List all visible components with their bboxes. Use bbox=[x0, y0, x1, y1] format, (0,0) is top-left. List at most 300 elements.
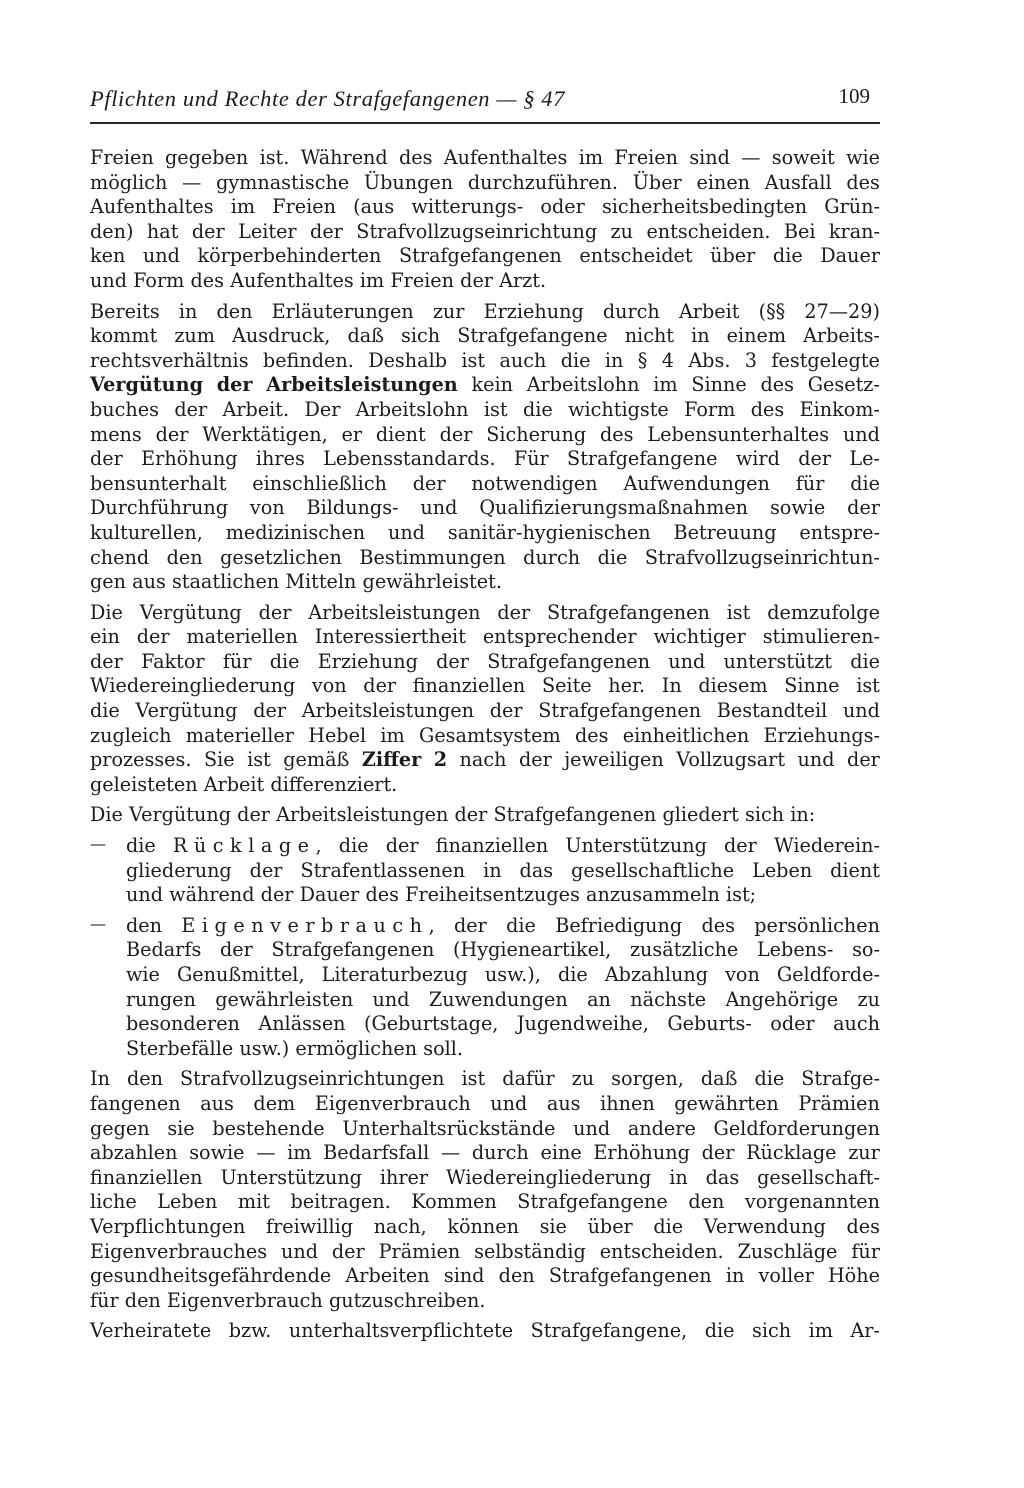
word: Strafgefangenen bbox=[548, 1264, 712, 1288]
word: des bbox=[701, 913, 735, 937]
word: anzusammeln bbox=[586, 883, 720, 907]
word: des bbox=[399, 146, 433, 169]
word: die bbox=[653, 1214, 684, 1238]
word: Wiedereingliederung bbox=[90, 674, 296, 698]
word: ein bbox=[90, 625, 120, 649]
word: der bbox=[798, 447, 831, 471]
word: die bbox=[522, 397, 553, 421]
word: selbständig bbox=[474, 1239, 586, 1263]
word: (Hygieneartikel, bbox=[453, 938, 612, 962]
word: so- bbox=[852, 938, 880, 962]
word: ermöglichen bbox=[295, 1036, 418, 1060]
word: ihrer bbox=[379, 1165, 429, 1189]
paragraph bbox=[90, 601, 880, 798]
word: oder bbox=[770, 1012, 815, 1036]
word: der bbox=[136, 625, 170, 649]
word: nach, bbox=[373, 1214, 427, 1238]
word: die bbox=[90, 699, 120, 723]
word: den bbox=[688, 1190, 725, 1214]
word: Sterbefälle bbox=[126, 1036, 234, 1060]
word: entscheidet bbox=[579, 244, 693, 268]
word: Vollzugsart bbox=[676, 748, 786, 772]
word: Aufwendungen bbox=[623, 471, 770, 495]
word: Strafvollzugseinrichtung bbox=[356, 219, 598, 243]
word: voller bbox=[758, 1264, 814, 1288]
word: der bbox=[363, 674, 397, 698]
word: festgelegte bbox=[771, 348, 880, 372]
word: sind bbox=[443, 1264, 485, 1288]
word: abzahlen bbox=[90, 1141, 178, 1165]
word: sind bbox=[689, 146, 730, 169]
text-line bbox=[90, 803, 880, 828]
word: und bbox=[668, 649, 706, 673]
word: Rücklage, bbox=[172, 834, 322, 858]
word: an bbox=[587, 987, 611, 1011]
word: Leben bbox=[752, 858, 813, 882]
word: Faktor bbox=[141, 649, 205, 673]
word: gen bbox=[90, 570, 126, 594]
word: Dauer bbox=[299, 883, 360, 907]
text-line bbox=[90, 748, 880, 773]
word: ist bbox=[856, 674, 880, 698]
word: Arbeitslohn bbox=[526, 373, 640, 397]
word: Strafgefangene, bbox=[530, 1319, 688, 1343]
word: nach bbox=[459, 748, 507, 772]
word: körperbehinderten bbox=[197, 244, 382, 268]
word: nächste bbox=[630, 987, 707, 1011]
word: des bbox=[574, 723, 609, 747]
text-line bbox=[90, 244, 880, 269]
list-dash: — bbox=[90, 834, 106, 854]
word: durch bbox=[523, 545, 581, 569]
text-line bbox=[126, 834, 880, 859]
word: Eigenverbrauch bbox=[166, 1288, 323, 1312]
text-line bbox=[90, 300, 880, 325]
word: Strafgefangene bbox=[517, 1190, 668, 1214]
text-line bbox=[90, 1264, 880, 1289]
word: gegeben bbox=[165, 146, 249, 169]
running-head bbox=[90, 86, 880, 118]
word: Arbeitsleistungen bbox=[276, 803, 449, 827]
word: Mitteln bbox=[285, 570, 357, 594]
text-line bbox=[126, 938, 880, 963]
word: sorgen, bbox=[611, 1067, 684, 1091]
word: Erhöhung bbox=[141, 447, 238, 471]
word: Der bbox=[304, 397, 341, 421]
word: der bbox=[90, 447, 123, 471]
word: — bbox=[256, 1141, 276, 1165]
word: vorgenannten bbox=[744, 1190, 880, 1214]
word: dem bbox=[253, 1091, 296, 1115]
text-line bbox=[90, 1319, 880, 1344]
word: wichtigste bbox=[568, 397, 669, 421]
word: Geldforde- bbox=[776, 963, 880, 986]
word: des bbox=[760, 373, 794, 397]
word: Strafgefangenen bbox=[493, 803, 657, 827]
word: Unterstützung bbox=[220, 1165, 362, 1189]
word: Strafge- bbox=[801, 1067, 880, 1091]
word: diesem bbox=[698, 674, 768, 698]
text-line bbox=[90, 724, 880, 749]
word: Ziffer bbox=[361, 748, 422, 772]
word: und bbox=[490, 1091, 528, 1115]
word: durchzuführen. bbox=[467, 170, 619, 194]
word: den) bbox=[90, 219, 134, 243]
word: Qualifizierungsmaßnahmen bbox=[479, 496, 749, 520]
word: Arbeits- bbox=[803, 324, 880, 348]
word: der bbox=[701, 1141, 735, 1165]
paragraph bbox=[90, 300, 880, 595]
word: stimulieren- bbox=[762, 625, 880, 649]
word: notwendigen bbox=[471, 471, 598, 495]
word: in bbox=[725, 1264, 745, 1288]
word: Erhöhung bbox=[593, 1141, 690, 1165]
word: Strafentlassenen bbox=[300, 858, 466, 882]
word: geleisteten bbox=[90, 772, 198, 796]
word: In bbox=[90, 1067, 110, 1091]
text-line bbox=[90, 521, 880, 546]
word: kulturellen, bbox=[90, 520, 203, 544]
word: einem bbox=[726, 324, 787, 348]
word: Form bbox=[133, 268, 185, 292]
word: die bbox=[850, 649, 880, 673]
text-line bbox=[90, 699, 880, 724]
word: Abzahlung bbox=[604, 963, 708, 986]
word: Arbeitsleistungen bbox=[266, 373, 458, 397]
word: Lebensunterhaltes bbox=[647, 422, 830, 446]
word: entsprechender bbox=[482, 625, 637, 649]
word: daß bbox=[700, 1067, 738, 1091]
word: Genußmittel, bbox=[176, 963, 305, 986]
word: wie bbox=[126, 963, 160, 986]
word: Unterstützung bbox=[565, 834, 707, 858]
word: § bbox=[637, 348, 648, 372]
word: Strafgefangenen bbox=[538, 699, 702, 723]
word: Abs. bbox=[688, 348, 731, 372]
word: staatlichen bbox=[171, 570, 280, 594]
word: soweit bbox=[771, 146, 835, 169]
paragraph bbox=[90, 1067, 880, 1313]
text-line bbox=[90, 546, 880, 571]
word: gutzuschreiben. bbox=[328, 1288, 486, 1312]
text-line bbox=[90, 1166, 880, 1191]
word: materiellen bbox=[186, 625, 298, 649]
list-dash: — bbox=[90, 913, 106, 933]
word: gesetzlichen bbox=[220, 545, 342, 569]
word: Form bbox=[684, 397, 736, 421]
word: in bbox=[178, 299, 198, 323]
text-line bbox=[126, 883, 880, 908]
word: In bbox=[661, 674, 682, 698]
word: die bbox=[557, 963, 588, 986]
word: hat bbox=[146, 219, 179, 243]
word: den bbox=[498, 1264, 535, 1288]
word: Hebel bbox=[308, 723, 367, 747]
word: gesellschaftliche bbox=[571, 858, 735, 882]
word: (§§ bbox=[758, 299, 786, 323]
word: Strafgefangenen bbox=[398, 244, 562, 268]
word: der bbox=[518, 748, 552, 772]
word: zur bbox=[432, 299, 465, 323]
word: Prämien bbox=[798, 1091, 880, 1115]
word: Höhe bbox=[827, 1264, 880, 1288]
word: die bbox=[597, 545, 628, 569]
word: eine bbox=[540, 1141, 582, 1165]
word: Seite bbox=[541, 674, 592, 698]
word: bestehende bbox=[212, 1116, 325, 1140]
word: aus bbox=[200, 1091, 234, 1115]
word: der bbox=[310, 219, 343, 243]
text-line bbox=[90, 625, 880, 650]
word: Prämien bbox=[378, 1239, 461, 1263]
word: der bbox=[385, 834, 419, 858]
word: im bbox=[808, 1319, 833, 1343]
word: chend bbox=[90, 545, 150, 569]
word: die bbox=[560, 348, 591, 372]
word: ist bbox=[483, 397, 508, 421]
word: Sie bbox=[203, 748, 235, 772]
word: der bbox=[454, 803, 488, 827]
word: den bbox=[126, 913, 162, 937]
word: zu bbox=[610, 219, 634, 243]
word: sowie bbox=[189, 1141, 245, 1165]
word: wie bbox=[846, 146, 880, 169]
word: Strafgefangene bbox=[457, 324, 608, 348]
word: die bbox=[506, 913, 536, 937]
word: in: bbox=[790, 803, 816, 827]
word: gewährleisten bbox=[215, 987, 354, 1011]
word: befinden. bbox=[262, 348, 354, 372]
paragraph bbox=[90, 803, 880, 828]
word: gliedert bbox=[662, 803, 739, 827]
word: freiwillig bbox=[266, 1214, 354, 1238]
text-line bbox=[126, 963, 880, 988]
word: ihnen bbox=[600, 1091, 655, 1115]
word: ist. bbox=[259, 146, 290, 169]
word: Freien bbox=[614, 146, 679, 169]
word: der bbox=[847, 748, 880, 772]
word: soll. bbox=[423, 1036, 463, 1060]
word: fangenen bbox=[90, 1091, 181, 1115]
word: differenziert. bbox=[270, 772, 398, 796]
word: Eigenverbrauch bbox=[314, 1091, 471, 1115]
word: Arbeit bbox=[678, 299, 740, 323]
word: 3 bbox=[744, 348, 758, 372]
word: (aus bbox=[353, 195, 395, 219]
text-line bbox=[90, 674, 880, 699]
word: wichtiger bbox=[653, 625, 746, 649]
word: Vergütung bbox=[139, 600, 242, 624]
word: unterhaltsverpflichtete bbox=[288, 1319, 514, 1343]
word: Arbeiten bbox=[345, 1264, 430, 1288]
word: der bbox=[191, 219, 225, 243]
word: während bbox=[169, 883, 255, 907]
word: usw.) bbox=[239, 1036, 290, 1060]
word: Aufenthaltes bbox=[443, 146, 568, 169]
word: dient bbox=[830, 858, 880, 882]
word: Sinne bbox=[691, 373, 747, 397]
word: des bbox=[365, 883, 399, 907]
word: Wiederein- bbox=[773, 834, 880, 858]
word: Verwendung bbox=[703, 1214, 826, 1238]
word: zusätzliche bbox=[629, 938, 739, 962]
text-line bbox=[90, 1092, 880, 1117]
word: ihres bbox=[255, 447, 305, 471]
word: andere bbox=[627, 1116, 696, 1140]
word: Jugendweihe, bbox=[516, 1012, 649, 1036]
word: der bbox=[489, 699, 523, 723]
word: Die bbox=[90, 600, 123, 624]
word: daß bbox=[347, 324, 384, 348]
word: ist bbox=[461, 348, 486, 372]
word: kein bbox=[471, 373, 513, 397]
text-line bbox=[126, 859, 880, 884]
word: — bbox=[182, 170, 202, 194]
word: der bbox=[331, 1239, 365, 1263]
word: für bbox=[795, 471, 825, 495]
text-line bbox=[90, 398, 880, 423]
word: den bbox=[124, 1288, 161, 1312]
word: Interessiertheit bbox=[314, 625, 466, 649]
word: im bbox=[287, 1141, 312, 1165]
word: die bbox=[704, 1319, 735, 1343]
word: den bbox=[126, 1067, 163, 1091]
word: des bbox=[846, 170, 880, 194]
text-line bbox=[126, 1012, 880, 1037]
word: das bbox=[705, 1165, 740, 1189]
word: Ausdruck, bbox=[232, 324, 331, 348]
word: Wiedereingliederung bbox=[446, 1165, 652, 1189]
text-line bbox=[90, 423, 880, 448]
word: die bbox=[338, 834, 369, 858]
word: Sicherung bbox=[486, 422, 587, 446]
word: nicht bbox=[624, 324, 675, 348]
word: von bbox=[725, 963, 760, 986]
word: gesundheitsgefährdende bbox=[90, 1264, 332, 1288]
word: möglich bbox=[90, 170, 168, 194]
word: der bbox=[439, 422, 473, 446]
word: über bbox=[710, 244, 756, 268]
word: Übungen bbox=[363, 170, 454, 194]
word: der bbox=[460, 268, 493, 292]
word: der bbox=[237, 803, 270, 827]
word: Bestimmungen bbox=[359, 545, 506, 569]
word: persönlichen bbox=[754, 913, 880, 937]
word: in bbox=[691, 324, 710, 348]
word: Ausfall bbox=[764, 170, 832, 194]
word: oder bbox=[540, 195, 585, 219]
word: Strafgefangenen bbox=[546, 600, 710, 624]
word: Strafgefangenen bbox=[271, 938, 435, 962]
word: einschließlich bbox=[252, 471, 387, 495]
word: (Geburtstage, bbox=[363, 1012, 499, 1036]
text-line bbox=[90, 195, 880, 220]
word: Angehörige bbox=[725, 987, 839, 1011]
word: Arbeit. bbox=[222, 397, 290, 421]
word: von bbox=[249, 496, 285, 520]
text-line bbox=[90, 1190, 880, 1215]
word: Geldforderungen bbox=[713, 1116, 880, 1140]
text-line bbox=[90, 1215, 880, 1240]
word: besonderen bbox=[126, 1012, 240, 1036]
word: einheitlichen bbox=[622, 723, 750, 747]
word: Rücklage bbox=[746, 1141, 837, 1165]
word: und bbox=[842, 699, 880, 723]
word: rechtsverhältnis bbox=[90, 348, 249, 372]
text-line bbox=[90, 146, 880, 171]
word: finanziellen bbox=[435, 834, 549, 858]
word: Sinne bbox=[784, 674, 840, 698]
text-line bbox=[90, 349, 880, 374]
word: der bbox=[412, 471, 446, 495]
word: Leben bbox=[157, 1190, 218, 1214]
word: der bbox=[454, 913, 487, 937]
word: Arbeit bbox=[203, 772, 265, 796]
word: Strafvollzugseinrichtun- bbox=[644, 545, 880, 569]
word: sicherheitsbedingten bbox=[601, 195, 808, 219]
word: und bbox=[387, 520, 425, 544]
word: der bbox=[253, 699, 287, 723]
word: und bbox=[573, 1116, 611, 1140]
word: dient bbox=[375, 422, 426, 446]
word: Verheiratete bbox=[90, 1319, 212, 1343]
word: Durchführung bbox=[90, 496, 229, 520]
word: Arzt. bbox=[499, 268, 547, 292]
text-line bbox=[126, 988, 880, 1013]
word: der bbox=[174, 397, 208, 421]
text-line bbox=[90, 447, 880, 472]
word: entscheiden. bbox=[646, 219, 771, 243]
word: usw.), bbox=[484, 963, 541, 986]
word: die bbox=[850, 471, 880, 495]
word: die bbox=[772, 244, 803, 268]
word: im bbox=[359, 268, 385, 292]
word: sich bbox=[745, 803, 785, 827]
word: prozesses. bbox=[90, 748, 192, 772]
word: sanitär-hygienischen bbox=[447, 520, 651, 544]
word: sie bbox=[539, 1214, 567, 1238]
text-line bbox=[90, 496, 880, 521]
text-line bbox=[90, 1141, 880, 1166]
word: Freien bbox=[272, 195, 336, 219]
word: ist bbox=[247, 748, 271, 772]
word: Unterhaltsrückstände bbox=[342, 1116, 556, 1140]
word: Arbeitslohn bbox=[355, 397, 469, 421]
word: Aufenthaltes bbox=[230, 268, 354, 292]
word: von bbox=[311, 674, 347, 698]
word: Lebensstandards. bbox=[323, 447, 496, 471]
word: Arbeitsleistungen bbox=[308, 600, 481, 624]
word: der bbox=[216, 373, 253, 397]
word: Erziehungs- bbox=[763, 723, 880, 747]
word: Gesamtsystem bbox=[419, 723, 561, 747]
running-title: Pflichten und Rechte der Strafgefangenen — § 47 bbox=[90, 86, 565, 111]
word: Gesetz- bbox=[807, 373, 880, 397]
word: Strafvollzugseinrichtungen bbox=[180, 1067, 445, 1091]
word: Aufenthaltes bbox=[90, 195, 214, 219]
word: Zuschläge bbox=[737, 1239, 838, 1263]
word: Die bbox=[90, 803, 123, 827]
word: der bbox=[220, 938, 253, 962]
word: 27—29) bbox=[804, 299, 880, 323]
word: finanziellen bbox=[412, 674, 526, 698]
word: die bbox=[754, 1067, 785, 1091]
text-line bbox=[90, 1289, 880, 1314]
word: der bbox=[90, 649, 123, 673]
word: 2 bbox=[433, 748, 448, 772]
word: in bbox=[669, 1165, 688, 1189]
word: finanziellen bbox=[90, 1165, 203, 1189]
